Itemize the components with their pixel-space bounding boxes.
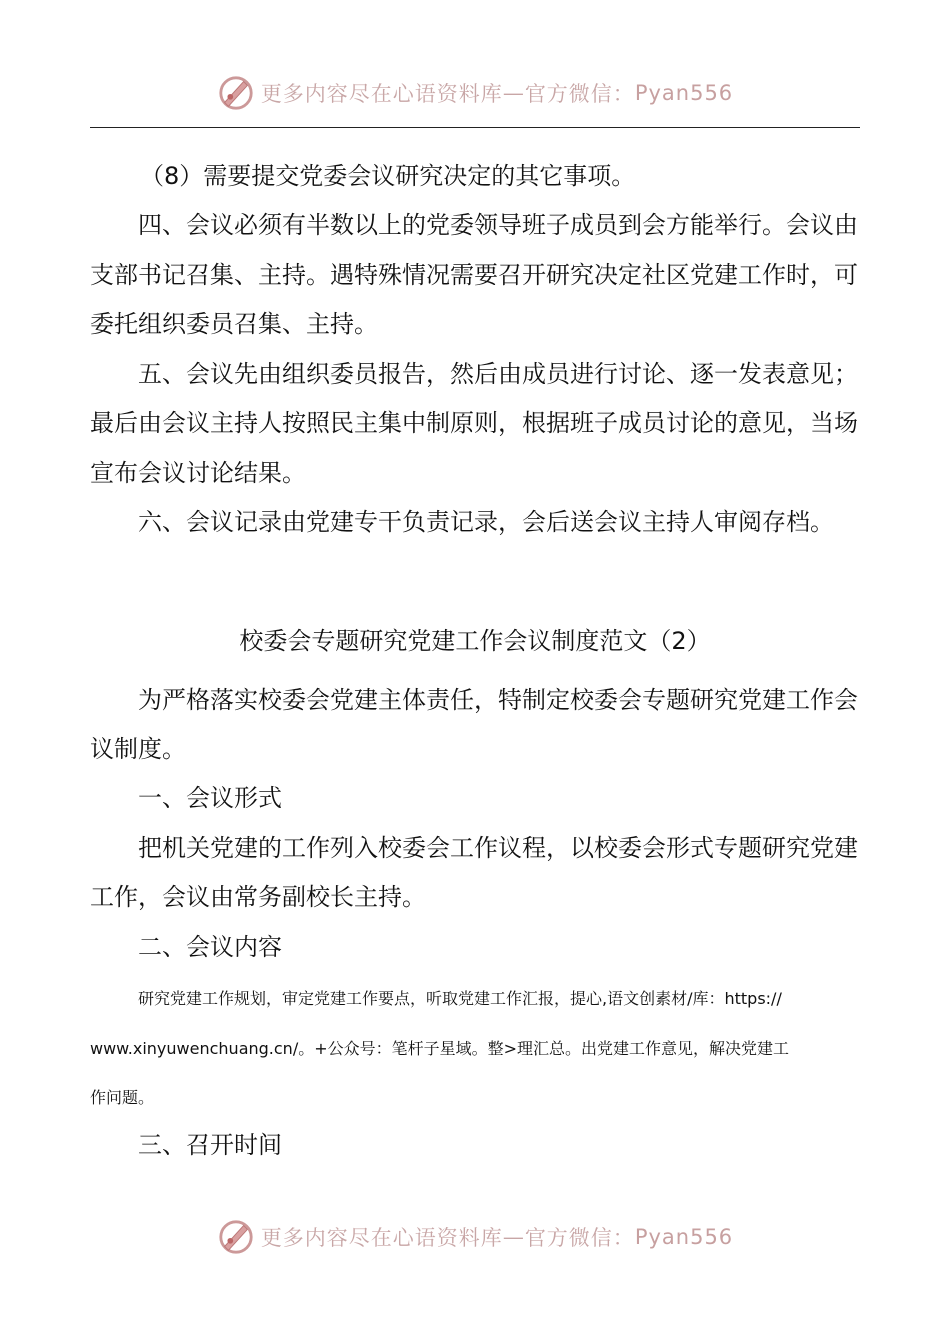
section-heading: 二、会议内容 <box>138 933 282 961</box>
paragraph-line: 四、会议必须有半数以上的党委领导班子成员到会方能举行。会议由 <box>138 211 858 239</box>
paragraph-line-small: 作问题。 <box>90 1088 155 1107</box>
section-heading: 一、会议形式 <box>138 784 282 812</box>
paragraph-line: （8）需要提交党委会议研究决定的其它事项。 <box>140 162 636 190</box>
paragraph-line: 六、会议记录由党建专干负责记录，会后送会议主持人审阅存档。 <box>138 508 834 536</box>
header-divider <box>90 127 860 128</box>
paragraph-line: 宣布会议讨论结果。 <box>90 459 306 487</box>
paragraph-line: 工作，会议由常务副校长主持。 <box>90 883 426 911</box>
page-footer-watermark <box>0 1216 950 1258</box>
paragraph-line-small: 研究党建工作规划，审定党建工作要点，听取党建工作汇报，提心,语文创素材/库：https:// <box>138 989 782 1008</box>
watermark-wechat-label: 官方微信： <box>524 1226 635 1250</box>
pen-logo-icon <box>217 74 255 112</box>
watermark-wechat-label: 官方微信： <box>524 82 635 106</box>
paragraph-line: 委托组织委员召集、主持。 <box>90 310 378 338</box>
watermark-text: 更多内容尽在心语资料库 <box>260 82 503 106</box>
watermark-dash: — <box>502 81 525 105</box>
paragraph-line-small: www.xinyuwenchuang.cn/。+公众号：笔杆子星域。整>理汇总。出党建工作意见，解决党建工 <box>90 1039 790 1058</box>
paragraph-line: 最后由会议主持人按照民主集中制原则，根据班子成员讨论的意见，当场 <box>90 409 858 437</box>
watermark-wechat-id: Pyan556 <box>634 1225 734 1249</box>
paragraph-line: 议制度。 <box>90 735 186 763</box>
section-title: 校委会专题研究党建工作会议制度范文（2） <box>239 627 711 655</box>
watermark-dash: — <box>502 1225 525 1249</box>
page-header-watermark <box>0 72 950 114</box>
pen-logo-icon <box>217 1218 255 1256</box>
paragraph-line: 支部书记召集、主持。遇特殊情况需要召开研究决定社区党建工作时，可 <box>90 261 858 289</box>
paragraph-line: 五、会议先由组织委员报告，然后由成员进行讨论、逐一发表意见； <box>138 360 858 388</box>
paragraph-line: 为严格落实校委会党建主体责任，特制定校委会专题研究党建工作会 <box>138 686 858 714</box>
section-heading: 三、召开时间 <box>138 1131 282 1159</box>
watermark-text: 更多内容尽在心语资料库 <box>260 1226 503 1250</box>
paragraph-line: 把机关党建的工作列入校委会工作议程，以校委会形式专题研究党建 <box>138 834 858 862</box>
watermark-wechat-id: Pyan556 <box>634 81 734 105</box>
